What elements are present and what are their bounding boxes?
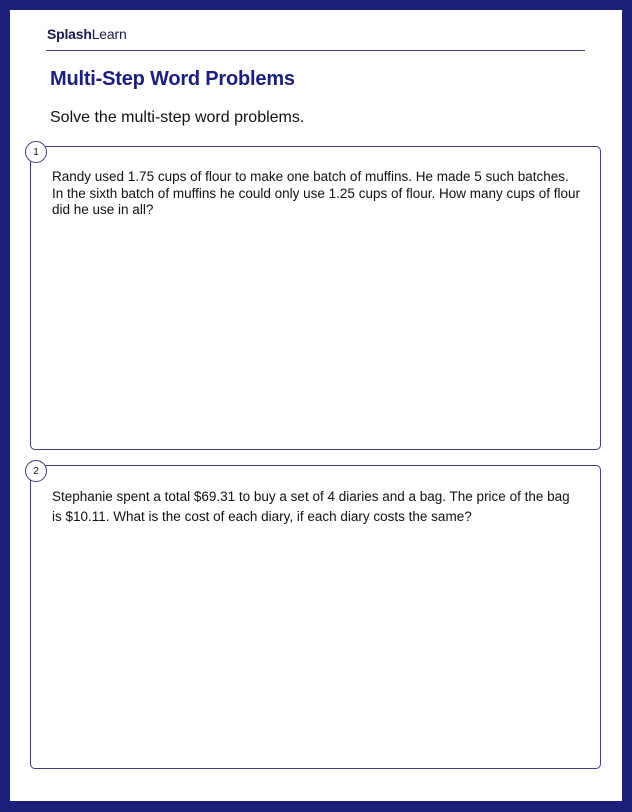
logo-bold-text: Splash (47, 26, 92, 42)
header-divider (46, 50, 585, 51)
instructions: Solve the multi-step word problems. (50, 109, 305, 126)
problem-box-1 (30, 146, 601, 450)
problem-box-2 (30, 465, 601, 769)
splashlearn-logo (47, 26, 127, 42)
problem-number-badge: 2 (25, 460, 47, 482)
problem-number-badge: 1 (25, 141, 47, 163)
problem-text: Randy used 1.75 cups of flour to make one batch of muffins. He made 5 such batches. In the sixth batch of muffins he could only use 1.25 cups of flour. How many cups of flour did he use in all? (52, 169, 581, 217)
worksheet-page (10, 10, 622, 801)
logo-light-text: Learn (91, 26, 127, 42)
page-title: Multi-Step Word Problems (50, 68, 295, 90)
problem-text: Stephanie spent a total $69.31 to buy a set of 4 diaries and a bag. The price of the bag is $10.11. What is the cost of each diary, if each diary costs the same? (52, 489, 570, 524)
